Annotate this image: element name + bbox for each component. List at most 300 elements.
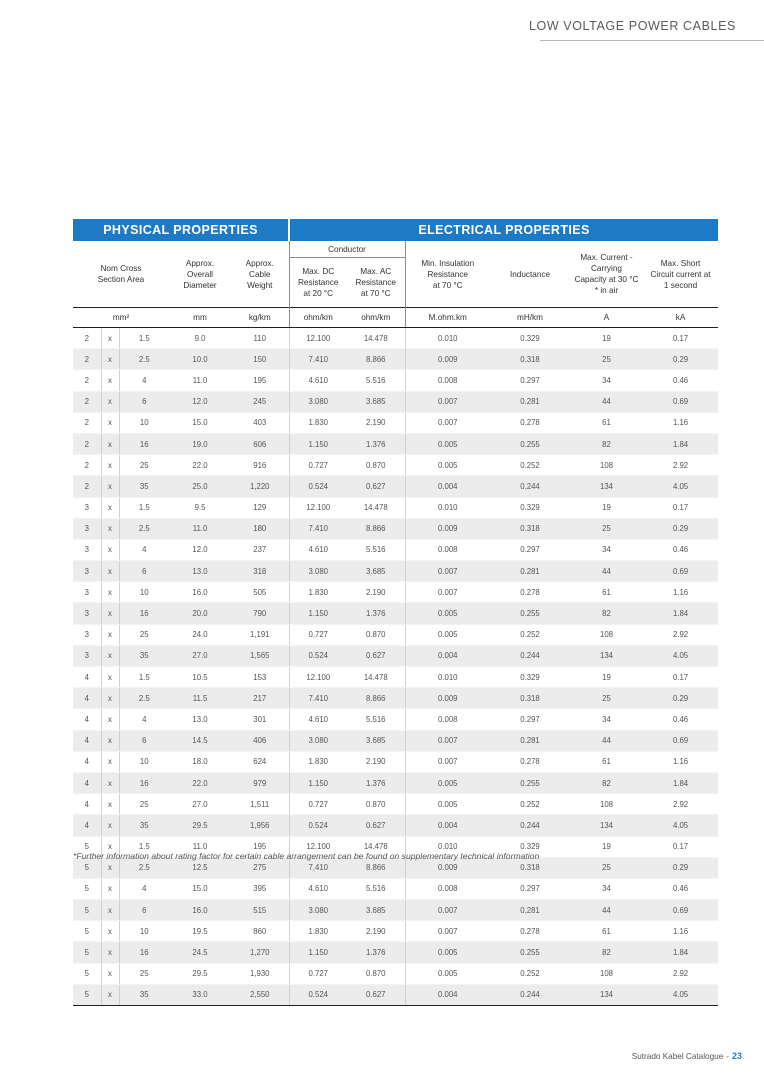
table-cell: 1.376	[347, 942, 405, 963]
table-cell: 0.252	[490, 963, 570, 984]
table-cell: 25	[119, 624, 169, 645]
table-cell: 8.866	[347, 518, 405, 539]
table-cell: 25	[570, 349, 643, 370]
table-cell: 0.329	[490, 328, 570, 349]
table-cell: x	[101, 900, 119, 921]
header-line: Approx.	[245, 258, 274, 268]
table-cell: 5	[73, 984, 101, 1005]
table-cell: x	[101, 878, 119, 899]
table-cell: 0.252	[490, 455, 570, 476]
table-cell: 0.297	[490, 878, 570, 899]
table-cell: 35	[119, 815, 169, 836]
table-cell: 25	[119, 794, 169, 815]
table-cell: 0.007	[405, 730, 490, 751]
table-cell: 108	[570, 455, 643, 476]
header-dc-resistance	[289, 258, 347, 308]
table-cell: 35	[119, 476, 169, 497]
table-cell: 0.627	[347, 815, 405, 836]
table-cell: 0.46	[643, 539, 718, 560]
table-cell: 16	[119, 433, 169, 454]
table-cell: 0.005	[405, 942, 490, 963]
table-cell: 7.410	[289, 857, 347, 878]
table-cell: 0.278	[490, 751, 570, 772]
table-cell: 1.84	[643, 772, 718, 793]
table-row	[73, 497, 718, 518]
table-cell: 0.255	[490, 603, 570, 624]
table-cell: 1,220	[231, 476, 289, 497]
table-cell: 61	[570, 582, 643, 603]
table-cell: 3	[73, 561, 101, 582]
table-cell: x	[101, 539, 119, 560]
table-cell: 150	[231, 349, 289, 370]
footer-separator: -	[726, 1052, 729, 1061]
page-number: 23	[731, 1051, 742, 1061]
table-cell: 0.870	[347, 455, 405, 476]
table-row	[73, 730, 718, 751]
table-row	[73, 921, 718, 942]
table-cell: 4	[119, 370, 169, 391]
table-cell: 19	[570, 667, 643, 688]
table-row	[73, 794, 718, 815]
table-cell: 19	[570, 497, 643, 518]
table-row	[73, 900, 718, 921]
header-line: 1 second	[663, 280, 698, 290]
cable-spec-table	[73, 219, 718, 1006]
table-cell: 0.004	[405, 645, 490, 666]
table-cell: 0.005	[405, 963, 490, 984]
table-cell: x	[101, 984, 119, 1005]
table-cell: 13.0	[169, 561, 231, 582]
table-cell: 0.318	[490, 518, 570, 539]
table-cell: 8.866	[347, 857, 405, 878]
table-cell: 4	[73, 794, 101, 815]
table-cell: 10	[119, 582, 169, 603]
table-cell: 3	[73, 539, 101, 560]
table-cell: 0.008	[405, 709, 490, 730]
table-cell: 3	[73, 518, 101, 539]
table-cell: 0.278	[490, 921, 570, 942]
table-cell: 134	[570, 645, 643, 666]
table-row	[73, 645, 718, 666]
column-header-row	[73, 241, 718, 258]
table-cell: 0.009	[405, 688, 490, 709]
table-cell: 13.0	[169, 709, 231, 730]
table-row	[73, 624, 718, 645]
group-header-row	[73, 219, 718, 241]
table-cell: 44	[570, 900, 643, 921]
table-cell: 11.0	[169, 836, 231, 857]
table-cell: 25	[119, 455, 169, 476]
table-cell: 406	[231, 730, 289, 751]
table-cell: 19.5	[169, 921, 231, 942]
table-cell: 29.5	[169, 963, 231, 984]
table-row	[73, 476, 718, 497]
table-row	[73, 709, 718, 730]
table-cell: 0.29	[643, 857, 718, 878]
header-short-circuit	[643, 241, 718, 308]
table-cell: 0.524	[289, 984, 347, 1005]
table-body	[73, 328, 718, 1006]
table-cell: 5	[73, 857, 101, 878]
table-cell: 4	[73, 709, 101, 730]
table-cell: 0.244	[490, 645, 570, 666]
table-row	[73, 518, 718, 539]
table-cell: 24.0	[169, 624, 231, 645]
table-cell: 1.84	[643, 433, 718, 454]
table-cell: 0.297	[490, 709, 570, 730]
table-cell: 7.410	[289, 349, 347, 370]
table-cell: 0.010	[405, 497, 490, 518]
table-cell: 0.007	[405, 391, 490, 412]
table-cell: 61	[570, 921, 643, 942]
header-line: at 20 °C	[303, 289, 334, 298]
table-cell: 0.318	[490, 857, 570, 878]
table-cell: 108	[570, 794, 643, 815]
table-cell: x	[101, 730, 119, 751]
table-cell: 0.252	[490, 624, 570, 645]
table-cell: 0.46	[643, 370, 718, 391]
table-cell: 1.150	[289, 772, 347, 793]
table-cell: 2.190	[347, 921, 405, 942]
table-cell: 4.05	[643, 984, 718, 1005]
table-cell: 4	[73, 667, 101, 688]
table-cell: 3	[73, 624, 101, 645]
table-cell: 4	[73, 751, 101, 772]
table-cell: 0.297	[490, 370, 570, 391]
table-cell: 2.190	[347, 412, 405, 433]
table-cell: 395	[231, 878, 289, 899]
header-line: Max. Short	[660, 258, 701, 268]
table-cell: 0.010	[405, 667, 490, 688]
table-cell: 624	[231, 751, 289, 772]
table-cell: 0.281	[490, 561, 570, 582]
table-cell: 245	[231, 391, 289, 412]
table-cell: 0.009	[405, 857, 490, 878]
table-cell: 2	[73, 455, 101, 476]
table-cell: 3.080	[289, 561, 347, 582]
table-cell: 16.0	[169, 900, 231, 921]
table-cell: 22.0	[169, 455, 231, 476]
table-cell: x	[101, 667, 119, 688]
table-row	[73, 815, 718, 836]
table-cell: 12.100	[289, 667, 347, 688]
table-cell: 0.010	[405, 836, 490, 857]
table-cell: 0.007	[405, 582, 490, 603]
table-cell: 0.008	[405, 878, 490, 899]
table-cell: 318	[231, 561, 289, 582]
table-cell: 1.16	[643, 582, 718, 603]
table-cell: 3.685	[347, 900, 405, 921]
table-cell: 34	[570, 370, 643, 391]
table-cell: 1.16	[643, 751, 718, 772]
table-cell: 10	[119, 921, 169, 942]
table-cell: 0.524	[289, 476, 347, 497]
table-cell: 505	[231, 582, 289, 603]
table-cell: 0.17	[643, 667, 718, 688]
table-cell: 27.0	[169, 645, 231, 666]
table-cell: 0.009	[405, 518, 490, 539]
table-cell: 0.010	[405, 328, 490, 349]
table-cell: 0.870	[347, 794, 405, 815]
table-cell: 5	[73, 878, 101, 899]
table-cell: 12.5	[169, 857, 231, 878]
table-cell: 2.92	[643, 794, 718, 815]
table-cell: x	[101, 328, 119, 349]
table-cell: x	[101, 709, 119, 730]
table-cell: 11.0	[169, 518, 231, 539]
table-cell: 0.17	[643, 836, 718, 857]
table-cell: 0.727	[289, 624, 347, 645]
table-cell: 29.5	[169, 815, 231, 836]
table-cell: 195	[231, 836, 289, 857]
table-cell: 24.5	[169, 942, 231, 963]
table-cell: 275	[231, 857, 289, 878]
table-cell: 9.5	[169, 497, 231, 518]
table-cell: 14.478	[347, 328, 405, 349]
header-insulation	[405, 241, 490, 308]
table-cell: 4	[119, 539, 169, 560]
table-cell: 1.150	[289, 603, 347, 624]
table-cell: 14.478	[347, 667, 405, 688]
table-cell: x	[101, 455, 119, 476]
table-cell: 8.866	[347, 349, 405, 370]
table-cell: 4	[73, 730, 101, 751]
table-cell: 0.244	[490, 984, 570, 1005]
table-cell: 19	[570, 328, 643, 349]
table-row	[73, 370, 718, 391]
table-cell: 5.516	[347, 370, 405, 391]
table-cell: 1.376	[347, 772, 405, 793]
unit-cell: A	[570, 308, 643, 328]
header-rule	[540, 40, 764, 41]
header-conductor: Conductor	[289, 241, 405, 258]
table-cell: 82	[570, 772, 643, 793]
table-cell: 0.870	[347, 963, 405, 984]
table-cell: 515	[231, 900, 289, 921]
table-cell: 1,511	[231, 794, 289, 815]
table-cell: 1,565	[231, 645, 289, 666]
table-row	[73, 667, 718, 688]
table-cell: 4.610	[289, 539, 347, 560]
table-cell: 3.080	[289, 730, 347, 751]
table-cell: 25	[119, 963, 169, 984]
table-cell: 0.281	[490, 900, 570, 921]
header-line: Nom Cross	[100, 264, 142, 273]
table-cell: 2.92	[643, 624, 718, 645]
header-line: at 70 °C	[360, 289, 391, 298]
table-cell: 4	[119, 709, 169, 730]
table-cell: 3	[73, 497, 101, 518]
table-cell: 20.0	[169, 603, 231, 624]
table-cell: 4	[119, 878, 169, 899]
unit-cell: mH/km	[490, 308, 570, 328]
table-cell: 1.5	[119, 497, 169, 518]
table-cell: 0.727	[289, 963, 347, 984]
table-cell: 0.870	[347, 624, 405, 645]
table-cell: 5	[73, 900, 101, 921]
table-cell: 3.685	[347, 391, 405, 412]
table-cell: 0.318	[490, 688, 570, 709]
table-cell: 0.008	[405, 370, 490, 391]
header-line: Resistance	[355, 278, 396, 287]
table-cell: 1.84	[643, 942, 718, 963]
table-row	[73, 603, 718, 624]
table-cell: 0.244	[490, 815, 570, 836]
table-cell: 6	[119, 730, 169, 751]
footnote: *Further information about rating factor for certain cable arrangement can be found on supplementary technical information	[73, 851, 540, 861]
table-cell: 16	[119, 603, 169, 624]
table-cell: 1.16	[643, 412, 718, 433]
table-cell: 3.685	[347, 561, 405, 582]
table-cell: 1.830	[289, 582, 347, 603]
table-cell: 0.007	[405, 921, 490, 942]
table-cell: 14.478	[347, 836, 405, 857]
table-cell: 0.005	[405, 794, 490, 815]
table-row	[73, 539, 718, 560]
table-cell: 0.727	[289, 455, 347, 476]
table-cell: 110	[231, 328, 289, 349]
table-cell: 134	[570, 815, 643, 836]
table-cell: 7.410	[289, 518, 347, 539]
header-line: Overall	[187, 269, 213, 279]
table-cell: 129	[231, 497, 289, 518]
table-cell: x	[101, 963, 119, 984]
table-cell: 0.005	[405, 433, 490, 454]
table-cell: 0.329	[490, 497, 570, 518]
table-cell: 0.727	[289, 794, 347, 815]
table-cell: 1.830	[289, 751, 347, 772]
header-line: Min. Insulation	[421, 258, 475, 268]
table-cell: x	[101, 624, 119, 645]
table-cell: 2.5	[119, 688, 169, 709]
table-cell: 10	[119, 751, 169, 772]
table-cell: x	[101, 921, 119, 942]
table-cell: 2.190	[347, 582, 405, 603]
table-cell: 2	[73, 412, 101, 433]
table-row	[73, 328, 718, 349]
table-cell: 0.69	[643, 391, 718, 412]
table-row	[73, 751, 718, 772]
table-cell: 108	[570, 963, 643, 984]
table-cell: x	[101, 582, 119, 603]
page-footer	[632, 1051, 742, 1061]
header-line: Capacity at 30 °C	[574, 275, 639, 284]
table-cell: 606	[231, 433, 289, 454]
table-cell: 134	[570, 476, 643, 497]
table-cell: 403	[231, 412, 289, 433]
table-cell: 2	[73, 391, 101, 412]
table-cell: 10	[119, 412, 169, 433]
table-cell: 0.007	[405, 412, 490, 433]
table-row	[73, 878, 718, 899]
table-cell: 2.92	[643, 455, 718, 476]
table-cell: 0.627	[347, 645, 405, 666]
table-cell: 3	[73, 645, 101, 666]
table-cell: 2.92	[643, 963, 718, 984]
table-cell: 0.46	[643, 878, 718, 899]
table-cell: 35	[119, 645, 169, 666]
table-cell: 0.244	[490, 476, 570, 497]
table-cell: 1.84	[643, 603, 718, 624]
header-line: Inductance	[509, 269, 551, 279]
table-cell: x	[101, 688, 119, 709]
table-cell: 1.150	[289, 942, 347, 963]
table-cell: 0.005	[405, 772, 490, 793]
unit-cell: M.ohm.km	[405, 308, 490, 328]
table-cell: 1,956	[231, 815, 289, 836]
table-cell: 11.0	[169, 370, 231, 391]
table-cell: 3.080	[289, 900, 347, 921]
section-title: LOW VOLTAGE POWER CABLES	[528, 19, 736, 33]
table-cell: 0.29	[643, 688, 718, 709]
header-line: Approx.	[185, 258, 215, 268]
table-cell: 44	[570, 730, 643, 751]
table-cell: x	[101, 815, 119, 836]
table-cell: 3	[73, 603, 101, 624]
table-cell: 0.005	[405, 455, 490, 476]
table-cell: 16.0	[169, 582, 231, 603]
table-cell: 2	[73, 328, 101, 349]
table-cell: 195	[231, 370, 289, 391]
table-cell: 2.5	[119, 857, 169, 878]
unit-cell: mm	[169, 308, 231, 328]
table-row	[73, 772, 718, 793]
table-cell: 5	[73, 836, 101, 857]
table-cell: x	[101, 645, 119, 666]
table-cell: 4.610	[289, 709, 347, 730]
table-row	[73, 455, 718, 476]
table-cell: x	[101, 942, 119, 963]
table-cell: 4	[73, 815, 101, 836]
table-cell: 0.29	[643, 518, 718, 539]
table-cell: 0.005	[405, 624, 490, 645]
table-cell: 19	[570, 836, 643, 857]
table-cell: 5.516	[347, 709, 405, 730]
table-cell: 134	[570, 984, 643, 1005]
table-cell: 82	[570, 942, 643, 963]
group-electrical-properties: ELECTRICAL PROPERTIES	[289, 219, 718, 241]
table-cell: x	[101, 412, 119, 433]
table-cell: 1.376	[347, 603, 405, 624]
table-cell: 1,930	[231, 963, 289, 984]
table-cell: 34	[570, 878, 643, 899]
table-cell: x	[101, 561, 119, 582]
table-cell: 237	[231, 539, 289, 560]
table-cell: x	[101, 433, 119, 454]
table-cell: 12.100	[289, 497, 347, 518]
unit-cell: ohm/km	[289, 308, 347, 328]
table-cell: 1,270	[231, 942, 289, 963]
header-current	[570, 241, 643, 308]
table-cell: 1.830	[289, 921, 347, 942]
table-cell: 979	[231, 772, 289, 793]
table-cell: 33.0	[169, 984, 231, 1005]
table-cell: 0.007	[405, 751, 490, 772]
table-cell: 18.0	[169, 751, 231, 772]
header-line: at 70 °C	[432, 280, 463, 290]
table-cell: 6	[119, 561, 169, 582]
table-cell: 0.278	[490, 412, 570, 433]
table-cell: x	[101, 497, 119, 518]
table-cell: 2.190	[347, 751, 405, 772]
unit-cell: ohm/km	[347, 308, 405, 328]
table-cell: 82	[570, 433, 643, 454]
table-cell: 0.46	[643, 709, 718, 730]
table-cell: 19.0	[169, 433, 231, 454]
table-cell: 15.0	[169, 878, 231, 899]
table-cell: 2	[73, 370, 101, 391]
table-cell: 3.080	[289, 391, 347, 412]
